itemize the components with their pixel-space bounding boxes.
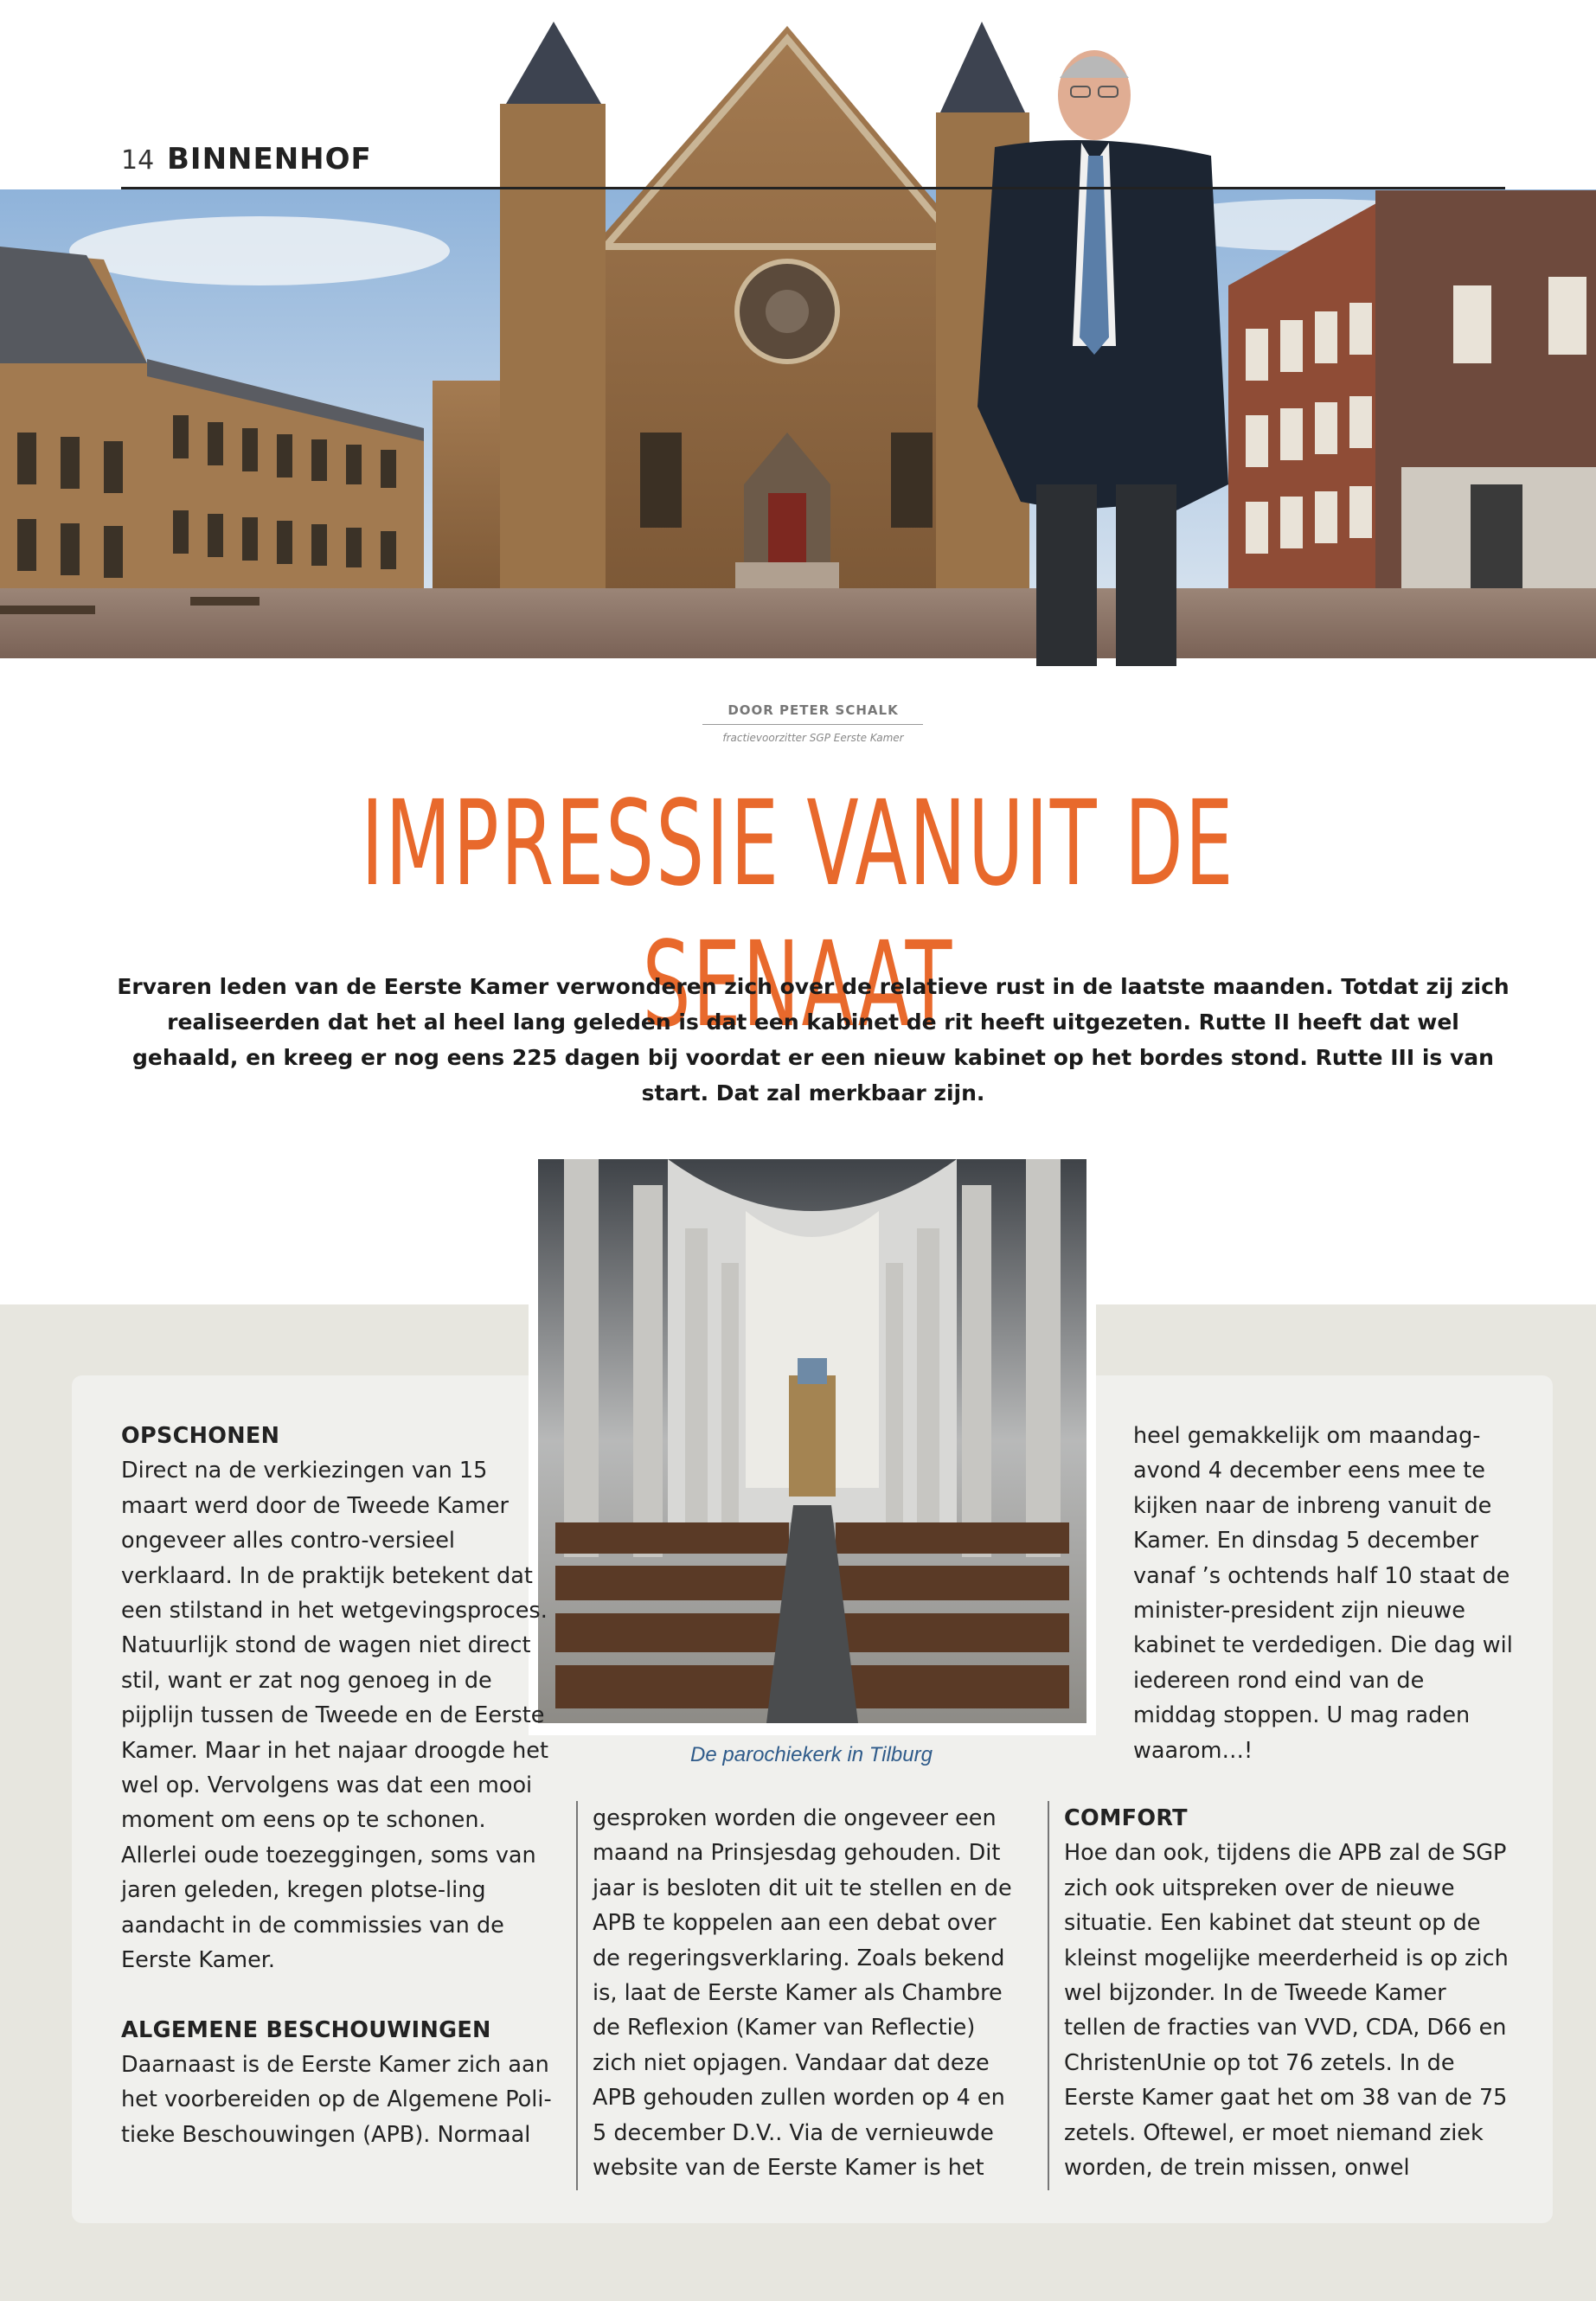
text-column-2 [593, 1801, 1025, 2185]
column-divider [576, 1801, 578, 2190]
section-title: BINNENHOF [167, 142, 372, 176]
text-column-3-top [1133, 1419, 1514, 1768]
header-rule [121, 187, 1505, 189]
hero-photo [0, 0, 1596, 666]
byline-divider [702, 724, 923, 725]
article-intro: Ervaren leden van de Eerste Kamer verwonderen zich over de relatieve rust in de laatste maanden. Totdat zij zich realiseerden dat het al heel lang geleden is dat een kabinet de rit heeft uitgezeten. Rutte II heeft dat wel gehaald, en kreeg er nog eens 225 dagen bij voordat er een nieuw kabinet op het bordes stond. Rutte III is van start. Dat zal merkbaar zijn. [117, 974, 1509, 1106]
paragraph: Daarnaast is de Eerste Kamer zich aan het voorbereiden op de Algemene Poli-tieke Beschouwingen (APB). Normaal [121, 2051, 552, 2148]
article-title: IMPRESSIE VANUIT DE SENAAT [361, 776, 1235, 1054]
text-column-1 [121, 1419, 554, 2152]
byline-author: DOOR PETER SCHALK [727, 702, 899, 718]
subheading-comfort: COMFORT [1064, 1805, 1188, 1831]
paragraph: gesproken worden die ongeveer een maand na Prinsjesdag gehouden. Dit jaar is besloten dit uit te stellen en de APB te koppelen aan een debat over de regeringsverklaring. Zoals bekend is, laat de Eerste Kamer als Chambre de Reflexion (Kamer van Reflectie) zich niet opjagen. Vandaar dat deze APB gehouden zullen worden op 4 en 5 december D.V.. Via de vernieuwde website van de Eerste Kamer is het [593, 1805, 1012, 2182]
page-number: 14 [121, 145, 155, 176]
subheading-opschonen: OPSCHONEN [121, 1423, 280, 1449]
text-column-3-bottom [1064, 1801, 1514, 2185]
photo-caption: De parochiekerk in Tilburg [690, 1743, 933, 1766]
paragraph: Hoe dan ook, tijdens die APB zal de SGP zich ook uitspreken over de nieuwe situatie. Een kabinet dat steunt op de kleinst mogelijke meerderheid is op zich wel bijzonder. In de Tweede Kamer tellen de fracties van VVD, CDA, D66 en ChristenUnie op tot 76 zetels. In de Eerste Kamer gaat het om 38 van de 75 zetels. Oftewel, er moet niemand ziek worden, de trein missen, onwel [1064, 1840, 1509, 2182]
subheading-algemene-beschouwingen: ALGEMENE BESCHOUWINGEN [121, 2016, 491, 2043]
paragraph: heel gemakkelijk om maandag-avond 4 december eens mee te kijken naar de inbreng vanuit de Kamer. En dinsdag 5 december vanaf ’s ochtends half 10 staat de minister-president zijn nieuwe kabinet te verdedigen. Die dag wil iedereen rond eind van de middag stoppen. U mag raden waarom…! [1133, 1423, 1513, 1764]
church-interior-photo [538, 1159, 1086, 1723]
byline-role: fractievoorzitter SGP Eerste Kamer [722, 732, 904, 744]
paragraph: Direct na de verkiezingen van 15 maart werd door de Tweede Kamer ongeveer alles contro-versieel verklaard. In de praktijk betekent dat een stilstand in het wetgevingsproces. Natuurlijk stond de wagen niet direct stil, want er zat nog genoeg in de pijplijn tussen de Tweede en de Eerste Kamer. Maar in het najaar droogde het wel op. Vervolgens was dat een mooi moment om eens op te schonen. Allerlei oude toezeggingen, soms van jaren geleden, kregen plotse-ling aandacht in de commissies van de Eerste Kamer. [121, 1458, 548, 1974]
column-divider [1048, 1801, 1049, 2190]
